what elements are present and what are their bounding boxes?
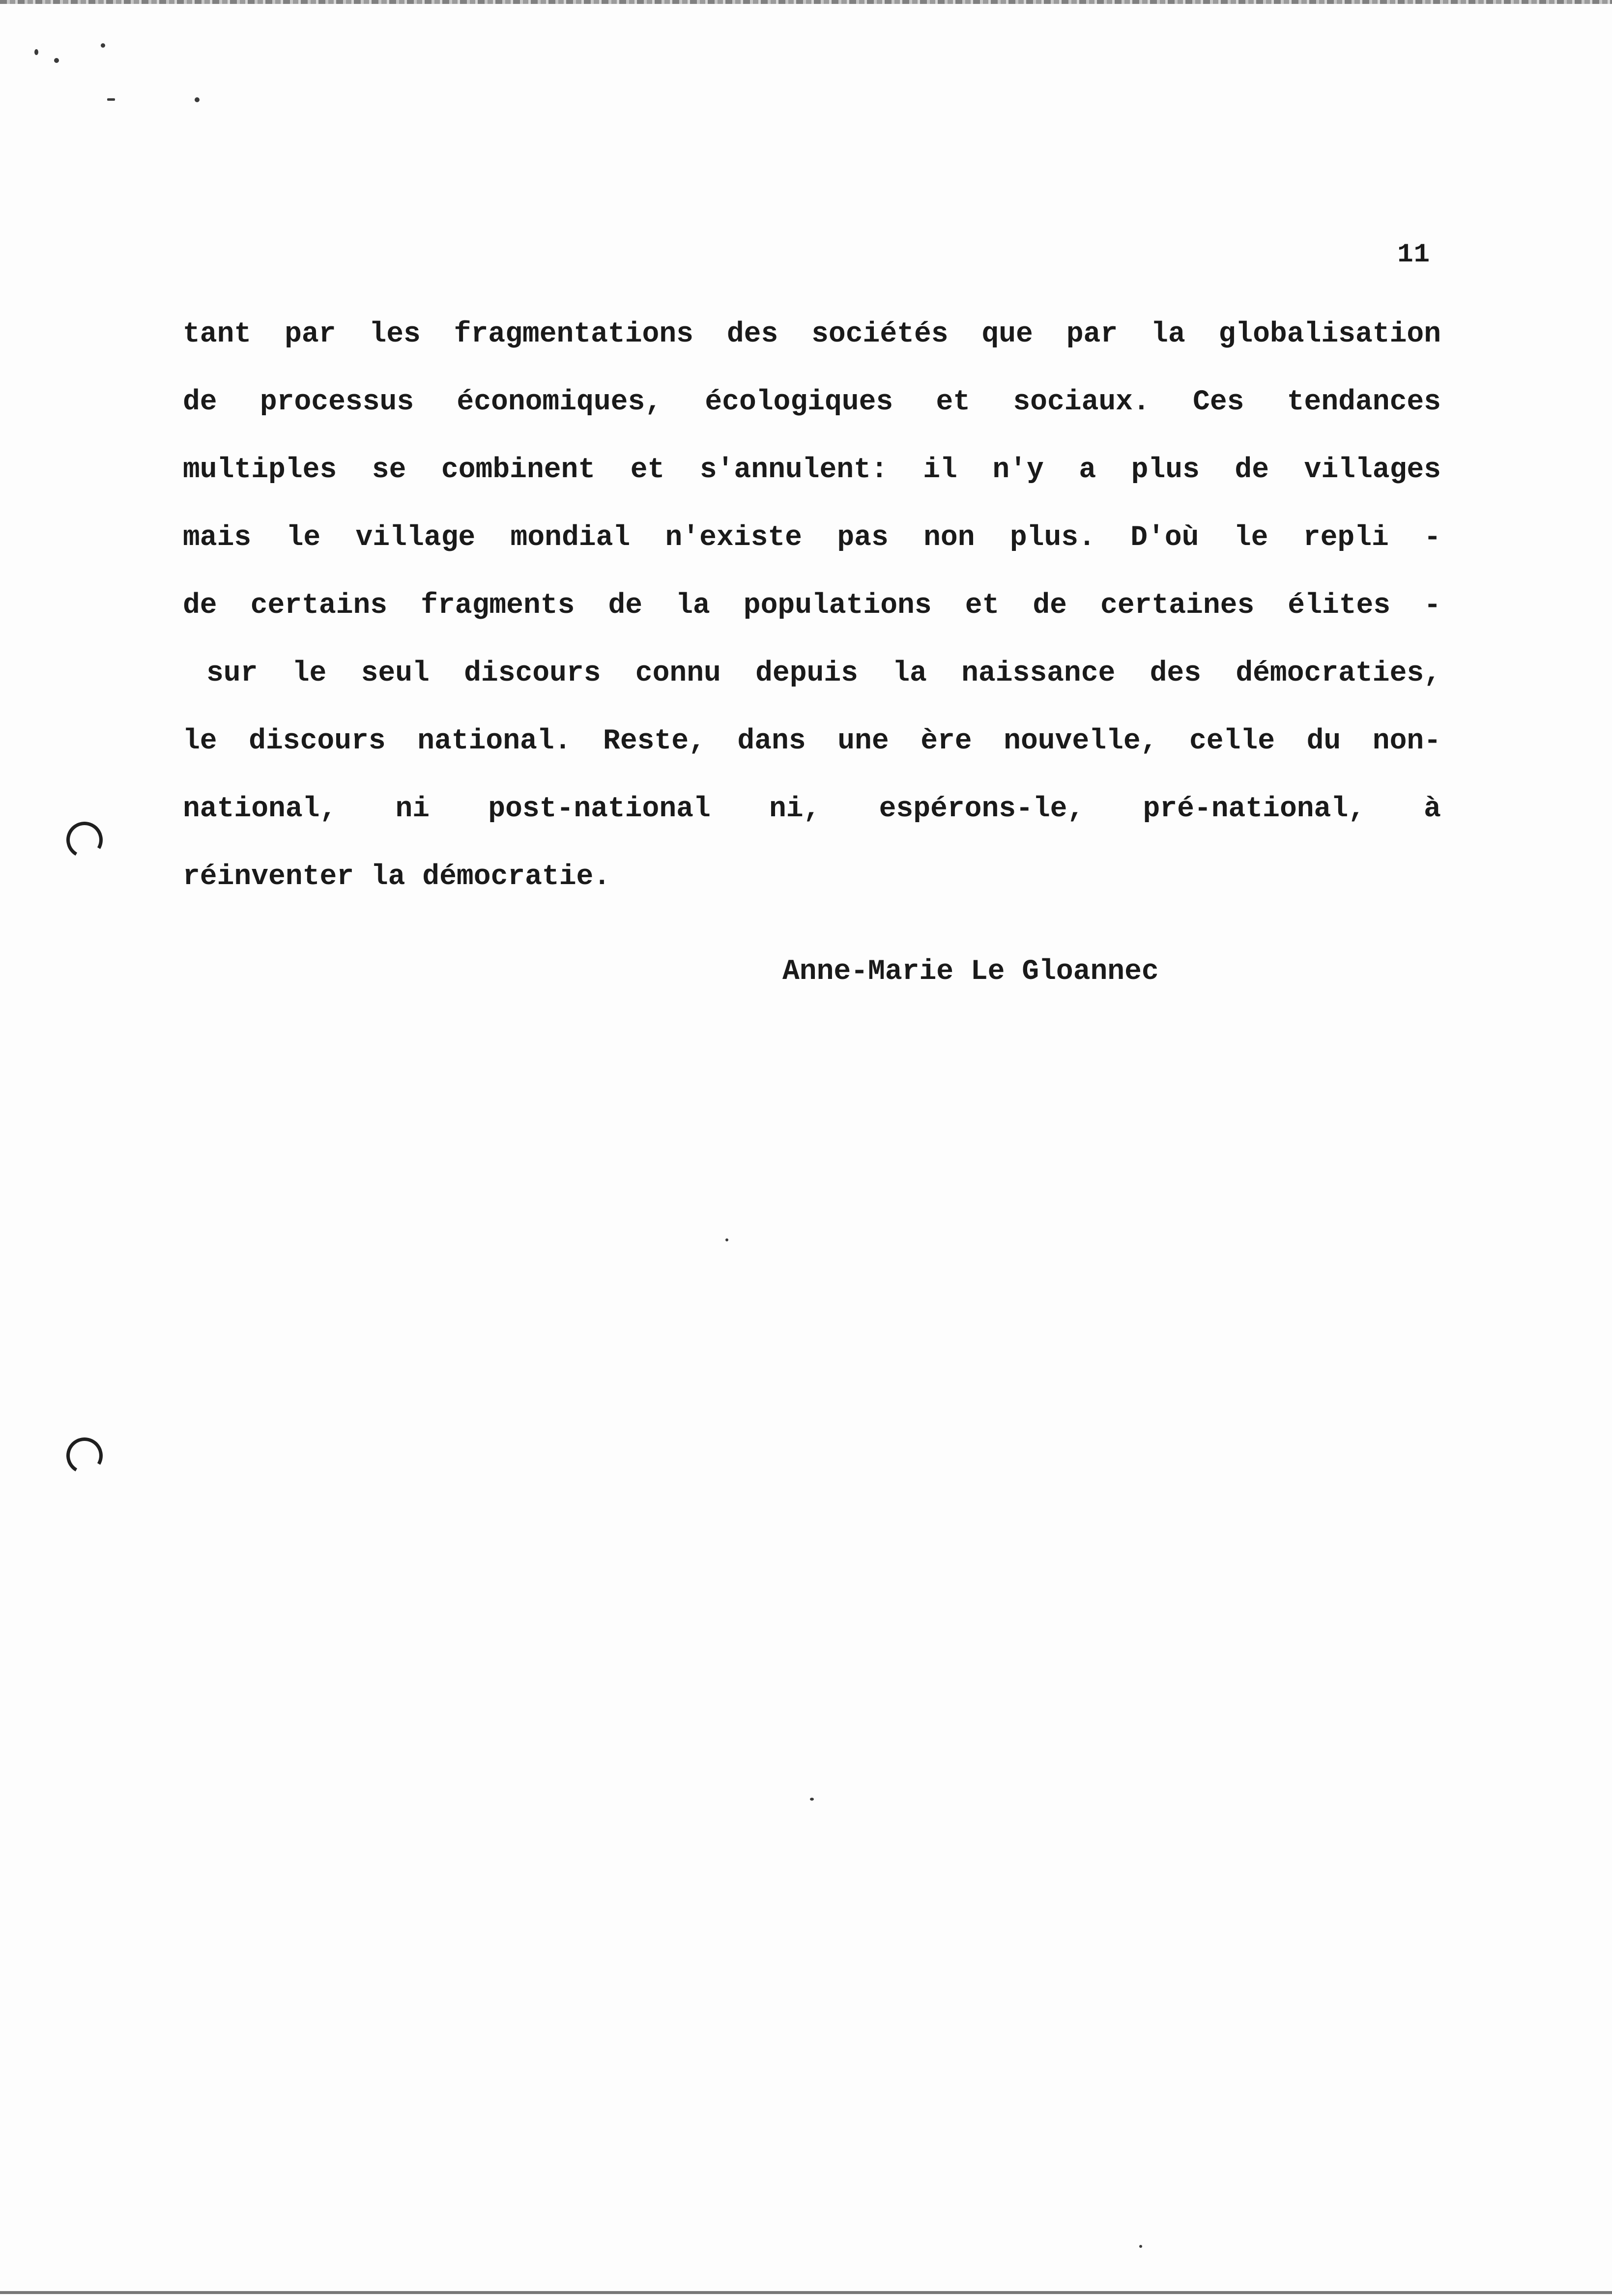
body-paragraph xyxy=(183,301,1441,911)
scan-speck xyxy=(54,58,59,63)
paragraph-line: national, ni post-national ni, espérons-le, pré-national, à xyxy=(183,793,1441,825)
scan-top-edge xyxy=(0,0,1612,4)
paragraph-line: réinventer la démocratie. xyxy=(183,861,611,893)
scan-speck xyxy=(107,98,115,101)
paragraph-line: tant par les fragmentations des sociétés que par la globalisation xyxy=(183,318,1441,350)
scan-speck xyxy=(34,49,38,55)
paragraph-line: le discours national. Reste, dans une ère nouvelle, celle du non- xyxy=(183,725,1441,757)
paragraph-line: sur le seul discours connu depuis la naissance des démocraties, xyxy=(206,658,1441,689)
paragraph-line: mais le village mondial n'existe pas non plus. D'où le repli - xyxy=(183,522,1441,554)
author-signature: Anne-Marie Le Gloannec xyxy=(782,956,1159,988)
scan-speck xyxy=(195,97,200,102)
scan-speck xyxy=(101,43,105,48)
paragraph-line: multiples se combinent et s'annulent: il n'y a plus de villages xyxy=(183,454,1441,486)
punch-hole xyxy=(62,1434,107,1478)
scan-speck xyxy=(1139,2245,1142,2248)
punch-hole xyxy=(62,818,107,862)
paragraph-line: de processus économiques, écologiques et sociaux. Ces tendances xyxy=(183,386,1441,418)
page-number: 11 xyxy=(1397,240,1430,270)
paragraph-line: de certains fragments de la populations et de certaines élites - xyxy=(183,590,1441,622)
scan-speck xyxy=(810,1798,814,1801)
scan-speck xyxy=(725,1238,728,1241)
scan-bottom-edge xyxy=(0,2291,1612,2294)
